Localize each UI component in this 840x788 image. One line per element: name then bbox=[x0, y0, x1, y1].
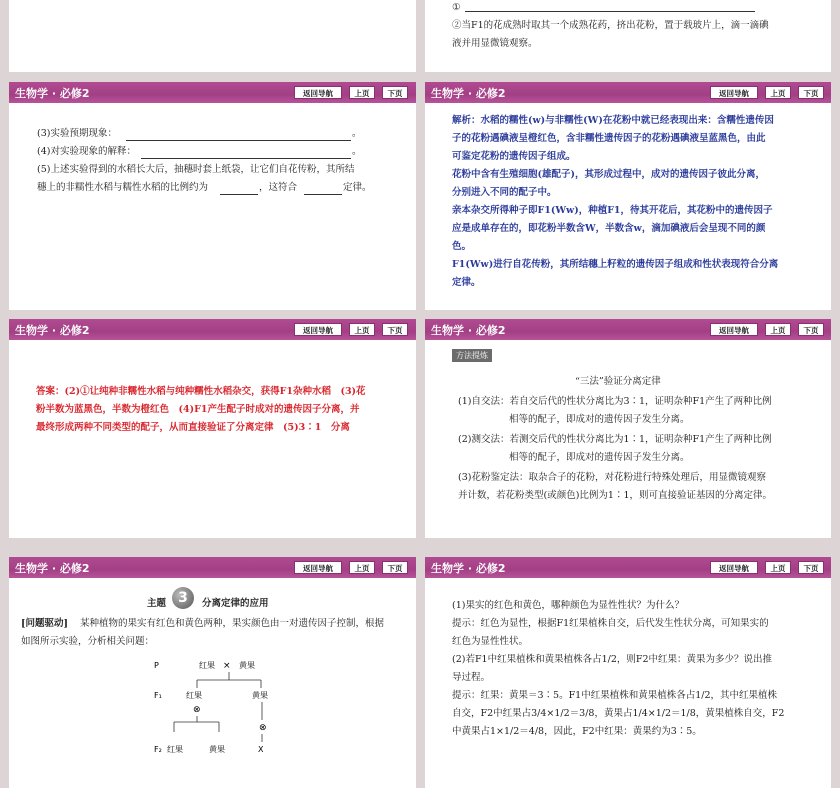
answer-line: 粉半数为蓝黑色，半数为橙红色 (4)F1产生配子时成对的遗传因子分离，并 bbox=[36, 404, 360, 415]
slide-header bbox=[9, 557, 416, 578]
topic-title: 分离定律的应用 bbox=[202, 598, 269, 609]
next-page-button[interactable]: 下页 bbox=[382, 561, 408, 574]
method-line: (1)自交法：若自交后代的性状分离比为3∶1，证明杂种F1产生了两种比例 bbox=[458, 396, 772, 407]
analysis-line: 亲本杂交所得种子即F1(Ww)，种植F1，待其开花后，其花粉中的遗传因子 bbox=[452, 205, 773, 216]
item1-blank bbox=[465, 2, 755, 12]
q5-line1: (5)上述实验得到的水稻长大后，抽穗时套上纸袋，让它们自花传粉，其所结 bbox=[37, 164, 355, 175]
diagram-f1-yellow: 黄果 bbox=[252, 691, 268, 700]
diagram-f2-label: F₂ bbox=[154, 745, 162, 754]
prev-page-button[interactable]: 上页 bbox=[349, 86, 375, 99]
method-heading: “三法”验证分离定律 bbox=[575, 376, 661, 387]
q4-blank bbox=[141, 149, 351, 159]
slide-questions bbox=[9, 82, 416, 310]
slide-header bbox=[425, 319, 831, 340]
analysis-line: 解析：水稻的糯性(w)与非糯性(W)在花粉中就已经表现出来：含糯性遗传因 bbox=[452, 115, 774, 126]
diagram-f2-red: 红果 bbox=[167, 745, 183, 754]
method-line: 并计数，若花粉类型(或颜色)比例为1∶1，则可直接验证基因的分离定律。 bbox=[458, 490, 773, 501]
prompt-line2: 如图所示实验，分析相关问题： bbox=[21, 636, 155, 647]
course-title: 生物学 · 必修2 bbox=[431, 324, 506, 337]
q3-blank bbox=[126, 131, 351, 141]
topic-prefix: 主题 bbox=[147, 598, 167, 609]
q4-label: (4)对实验现象的解释： bbox=[37, 146, 136, 157]
prev-page-button[interactable]: 上页 bbox=[349, 323, 375, 336]
course-title: 生物学 · 必修2 bbox=[15, 324, 90, 337]
diagram-p-red: 红果 bbox=[199, 661, 215, 670]
topic-number-badge bbox=[172, 587, 194, 609]
next-page-button[interactable]: 下页 bbox=[798, 323, 824, 336]
q5-blank2 bbox=[304, 185, 342, 195]
prompt-line1: 某种植物的果实有红色和黄色两种，果实颜色由一对遗传因子控制，根据 bbox=[80, 618, 385, 629]
method-line: (2)测交法：若测交后代的性状分离比为1∶1，证明杂种F1产生了两种比例 bbox=[458, 434, 772, 445]
next-page-button[interactable]: 下页 bbox=[382, 86, 408, 99]
analysis-line: 色。 bbox=[452, 241, 472, 252]
slide-analysis bbox=[425, 82, 831, 310]
prev-page-button[interactable]: 上页 bbox=[765, 561, 791, 574]
slide-top-right bbox=[425, 0, 831, 72]
course-title: 生物学 · 必修2 bbox=[431, 87, 506, 100]
prev-page-button[interactable]: 上页 bbox=[765, 86, 791, 99]
slide-topic bbox=[9, 557, 416, 788]
qa-line: 中黄果占1×1/2＝4/8，因此，F2中红果：黄果约为3∶5。 bbox=[452, 726, 702, 737]
q5-line2c: 定律。 bbox=[343, 182, 372, 193]
diagram-f2-yellow: 黄果 bbox=[209, 745, 225, 754]
analysis-line: 分别进入不同的配子中。 bbox=[452, 187, 557, 198]
slide-header bbox=[9, 319, 416, 340]
diagram-cross: × bbox=[223, 661, 231, 671]
back-nav-button[interactable]: 返回导航 bbox=[294, 323, 342, 336]
diagram-self-left: ⊗ bbox=[193, 705, 201, 715]
slide-answer bbox=[9, 319, 416, 538]
qa-line: 导过程。 bbox=[452, 672, 491, 683]
diagram-f1-red: 红果 bbox=[186, 691, 202, 700]
item2-line1: ②当F1的花成熟时取其一个成熟花药，挤出花粉，置于载玻片上，滴一滴碘 bbox=[452, 20, 769, 31]
back-nav-button[interactable]: 返回导航 bbox=[294, 86, 342, 99]
analysis-line: 应是成单存在的，即花粉半数含W，半数含w，滴加碘液后会呈现不同的颜 bbox=[452, 223, 766, 234]
course-title: 生物学 · 必修2 bbox=[431, 562, 506, 575]
back-nav-button[interactable]: 返回导航 bbox=[710, 323, 758, 336]
diagram-p-yellow: 黄果 bbox=[239, 661, 255, 670]
course-title: 生物学 · 必修2 bbox=[15, 562, 90, 575]
qa-line: (1)果实的红色和黄色，哪种颜色为显性性状？为什么？ bbox=[452, 600, 684, 611]
course-title: 生物学 · 必修2 bbox=[15, 87, 90, 100]
analysis-line: 子的花粉遇碘液呈橙红色，含非糯性遗传因子的花粉遇碘液呈蓝黑色，由此 bbox=[452, 133, 766, 144]
qa-line: 自交，F2中红果占3/4×1/2＝3/8，黄果占1/4×1/2＝1/8，黄果植株自交，F2 bbox=[452, 708, 785, 719]
q3-label: (3)实验预期现象： bbox=[37, 128, 117, 139]
item1-num: ① bbox=[452, 2, 461, 13]
slide-method bbox=[425, 319, 831, 538]
qa-line: 提示：红色为显性，根据F1红果植株自交，后代发生性状分离，可知果实的 bbox=[452, 618, 769, 629]
method-tag: 方法提炼 bbox=[452, 349, 492, 362]
qa-line: (2)若F1中红果植株和黄果植株各占1/2，则F2中红果：黄果为多少？说出推 bbox=[452, 654, 773, 665]
qa-line: 提示：红果：黄果＝3∶5。F1中红果植株和黄果植株各占1/2，其中红果植株 bbox=[452, 690, 778, 701]
answer-line: 答案：(2)①让纯种非糯性水稻与纯种糯性水稻杂交，获得F1杂种水稻 (3)花 bbox=[36, 386, 366, 397]
diagram-p-label: P bbox=[154, 661, 159, 670]
analysis-line: F1(Ww)进行自花传粉，其所结穗上籽粒的遗传因子组成和性状表现符合分离 bbox=[452, 259, 779, 270]
q3-end: 。 bbox=[352, 128, 362, 139]
q5-line2b: ，这符合 bbox=[259, 182, 298, 193]
prev-page-button[interactable]: 上页 bbox=[765, 323, 791, 336]
back-nav-button[interactable]: 返回导航 bbox=[710, 561, 758, 574]
back-nav-button[interactable]: 返回导航 bbox=[710, 86, 758, 99]
q4-end: 。 bbox=[352, 146, 362, 157]
slide-top-left bbox=[9, 0, 416, 72]
diagram-f1-label: F₁ bbox=[154, 691, 162, 700]
method-line: 相等的配子，即成对的遗传因子发生分离。 bbox=[509, 414, 690, 425]
back-nav-button[interactable]: 返回导航 bbox=[294, 561, 342, 574]
q5-blank1 bbox=[220, 185, 258, 195]
prompt-tag: [问题驱动] bbox=[21, 618, 68, 629]
method-line: (3)花粉鉴定法：取杂合子的花粉，对花粉进行特殊处理后，用显微镜观察 bbox=[458, 472, 766, 483]
analysis-line: 定律。 bbox=[452, 277, 481, 288]
next-page-button[interactable]: 下页 bbox=[798, 86, 824, 99]
item2-line2: 液并用显微镜观察。 bbox=[452, 38, 538, 49]
method-line: 相等的配子，即成对的遗传因子发生分离。 bbox=[509, 452, 690, 463]
prev-page-button[interactable]: 上页 bbox=[349, 561, 375, 574]
slide-header bbox=[9, 82, 416, 103]
next-page-button[interactable]: 下页 bbox=[382, 323, 408, 336]
answer-line: 最终形成两种不同类型的配子，从而直接验证了分离定律 (5)3∶1 分离 bbox=[36, 422, 350, 433]
slide-header bbox=[425, 557, 831, 578]
analysis-line: 花粉中含有生殖细胞(雄配子)，其形成过程中，成对的遗传因子彼此分离， bbox=[452, 169, 765, 180]
slide-header bbox=[425, 82, 831, 103]
diagram-self-right: ⊗ bbox=[259, 723, 267, 733]
analysis-line: 可鉴定花粉的遗传因子组成。 bbox=[452, 151, 576, 162]
cross-diagram bbox=[9, 656, 416, 788]
next-page-button[interactable]: 下页 bbox=[798, 561, 824, 574]
topic-number: 3 bbox=[178, 590, 188, 606]
q5-line2a: 穗上的非糯性水稻与糯性水稻的比例约为 bbox=[37, 182, 209, 193]
qa-line: 红色为显性性状。 bbox=[452, 636, 529, 647]
diagram-x: X bbox=[258, 745, 264, 754]
slide-questions-answers bbox=[425, 557, 831, 788]
